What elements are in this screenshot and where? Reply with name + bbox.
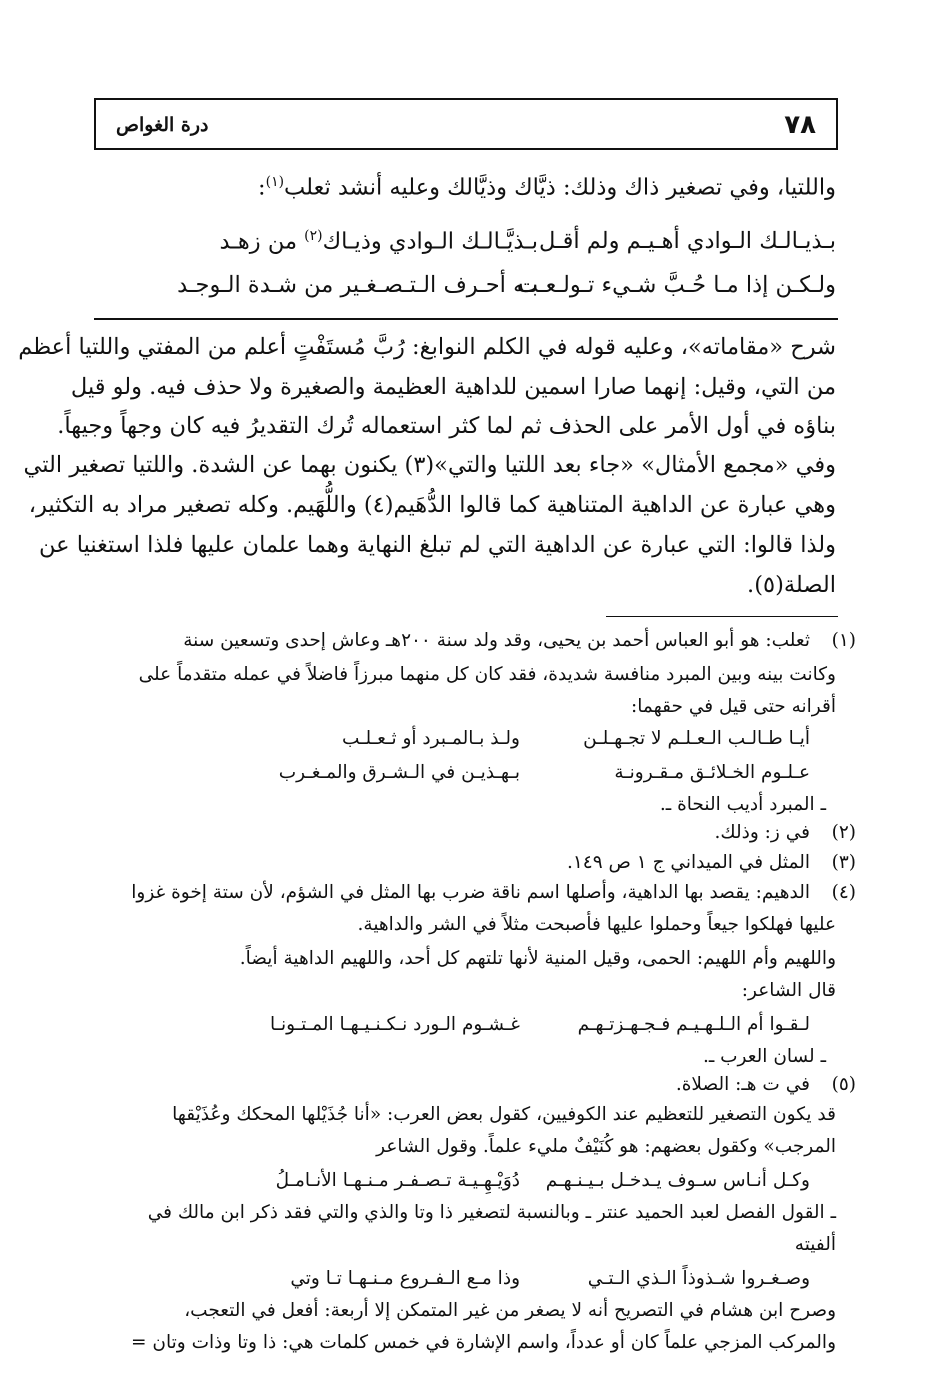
footnote-2-text: في ز: وذلك. xyxy=(714,822,810,843)
body-line-2: من التي، وقيل: إنهما صارا اسمين للداهية العظيمة والصغيرة ولا حذف فيه. ولو قيل xyxy=(70,374,836,400)
footnote-5-verse2-right: وصـغـروا شـذوذاً الـذي الـتـي xyxy=(587,1268,810,1289)
footnote-5-line: والمركب المزجي علماً كان أو عدداً، واسم الإشارة في خمس كلمات هي: ذا وتا وذات وتان = xyxy=(131,1332,836,1353)
page-header xyxy=(94,98,838,150)
footnote-5-verse-right: وكـل أنـاس سـوف يـدخـل بـيـنـهـم xyxy=(545,1170,810,1191)
footnote-1-verse-left: ولـذ بـالمـبرد أو ثـعـلـب xyxy=(341,728,520,749)
footnote-4-line: واللهيم وأم اللهيم: الحمى، وقيل المنية لأنها تلتهم كل أحد، واللهيم الداهية أيضاً. xyxy=(239,948,836,969)
footnote-5-verse2-left: وذا مـع الـفـروع مـنـهـا تـا وتي xyxy=(290,1268,520,1289)
footnote-5-line: ـ القول الفصل لعبد الحميد عنتر ـ وبالنسبة لتصغير ذا وتا والذي والتي فقد ذكر ابن مالك في xyxy=(147,1202,836,1223)
intro-text: واللتيا، وفي تصغير ذاك وذلك: ذيَّاك وذيَّالك وعليه أنشد ثعلب xyxy=(284,174,836,201)
body-line-5: وهي عبارة عن الداهية المتناهية كما قالوا الدُّهَيم(٤) واللُّهَيم. وكله تصغير مراد به التكثير، xyxy=(28,492,836,518)
footnote-5-line: في ت هـ: الصلاة. xyxy=(675,1074,810,1095)
body-line-6: ولذا قالوا: التي عبارة عن الداهية التي لم تبلغ النهاية وهما علمان عليها فلذا استغنيا عن xyxy=(39,532,836,558)
footnote-4-source: ـ لسان العرب ـ. xyxy=(702,1046,826,1067)
poem-text: بـذيَّـالـك الـوادي وذيـاك xyxy=(322,228,538,255)
footnote-4-line: عليها فهلكوا جيعاً وحملوا عليها فأصبحت مثلاً في الشر والداهية. xyxy=(357,914,836,935)
book-title: درة الغواص xyxy=(116,114,209,136)
footnote-rule xyxy=(606,616,838,617)
separator-rule xyxy=(94,318,838,320)
intro-line xyxy=(258,174,836,201)
footnote-1-source: ـ المبرد أديب النحاة ـ. xyxy=(659,794,826,815)
footnote-3-label: (٣) xyxy=(831,852,856,873)
body-line-4: وفي «مجمع الأمثال» «جاء بعد اللتيا والتي»(٣) يكنون بهما عن الشدة. واللتيا تصغير التي xyxy=(23,452,836,478)
poem-line-2-right: ولـكـن إذا مـا حُـبَّ شـيء تـولـعـت xyxy=(516,272,836,298)
footnote-1-line: وكانت بينه وبين المبرد منافسة شديدة، فقد كان كل منهما مبرزاً فاضلاً في عمله متقدماً على xyxy=(138,664,836,685)
footnote-1-line: أقرانه حتى قيل في حقهما: xyxy=(631,696,836,717)
footnote-4-verse-left: غـشـوم الـورد نـكـنـيـهـا المـتـونـا xyxy=(269,1014,520,1035)
poem-line-2-left: بـه أحـرف الـتـصـغـير من شـدة الـوجـد xyxy=(177,272,538,298)
footnote-5-label: (٥) xyxy=(831,1074,856,1095)
footnote-1-verse-right: عـلـوم الخـلائـق مـقـرونـة xyxy=(614,762,810,783)
body-line-7: الصلة(٥). xyxy=(747,572,836,598)
footnote-1-verse-right: أيـا طـالـب الـعـلـم لا تجـهـلـن xyxy=(583,728,810,749)
footnote-4-verse-right: لـقـوا أم الـلـهـيـم فـجـهـزتـهـم xyxy=(577,1014,810,1035)
body-line-3: بناؤه في أول الأمر على الحذف ثم لما كثر استعماله تُرك التقديرُ فيه كان وجهاً وجيهاً. xyxy=(57,413,836,439)
footnote-1-label: (١) xyxy=(831,630,856,651)
footnote-1-line: ثعلب: هو أبو العباس أحمد بن يحيى، وقد ولد سنة ٢٠٠هـ وعاش إحدى وتسعين سنة xyxy=(183,630,810,651)
footnote-5-line: قد يكون التصغير للتعظيم عند الكوفيين، كقول بعض العرب: «أنا جُذَيْلها المحكك وعُذَيْقها xyxy=(172,1104,836,1125)
footnote-3-text: المثل في الميداني ج ١ ص ١٤٩. xyxy=(566,852,810,873)
poem-line-1-right: بـذيـالـك الـوادي أهـيـم ولم أقـل xyxy=(539,228,836,254)
footnote-4-label: (٤) xyxy=(831,882,856,903)
page-number: ٧٨ xyxy=(784,110,816,140)
footnote-2-label: (٢) xyxy=(831,822,856,843)
body-line-1: شرح «مقاماته»، وعليه قوله في الكلم النوابغ: رُبَّ مُستَفْتٍ أعلم من المفتي واللتيا أعظم xyxy=(18,334,836,360)
footnote-5-line: المرجب» وكقول بعضهم: هو كُنَيْفٌ مليء علماً. وقول الشاعر xyxy=(376,1136,836,1157)
intro-colon: : xyxy=(258,174,266,201)
poem-text: من زهـد xyxy=(219,228,305,255)
footnote-4-line: قال الشاعر: xyxy=(741,980,836,1001)
footnote-1-verse-left: بـهـذيـن في الـشـرق والمـغـرب xyxy=(278,762,520,783)
footnote-4-line: الدهيم: يقصد بها الداهية، وأصلها اسم ناقة ضرب بها المثل في الشؤم، لأن ستة إخوة غزوا xyxy=(131,882,810,903)
footnote-ref: (١) xyxy=(265,174,285,190)
footnote-5-verse-left: دُوَيْـهِـيـة تـصـفـر مـنـهـا الأنـامـلُ xyxy=(275,1170,520,1191)
footnote-5-line: ألفيته xyxy=(794,1234,836,1255)
footnote-ref: (٢) xyxy=(304,228,323,244)
footnote-5-line: وصرح ابن هشام في التصريح أنه لا يصغر من غير المتمكن إلا أربعة: أفعل في التعجب، xyxy=(184,1300,836,1321)
